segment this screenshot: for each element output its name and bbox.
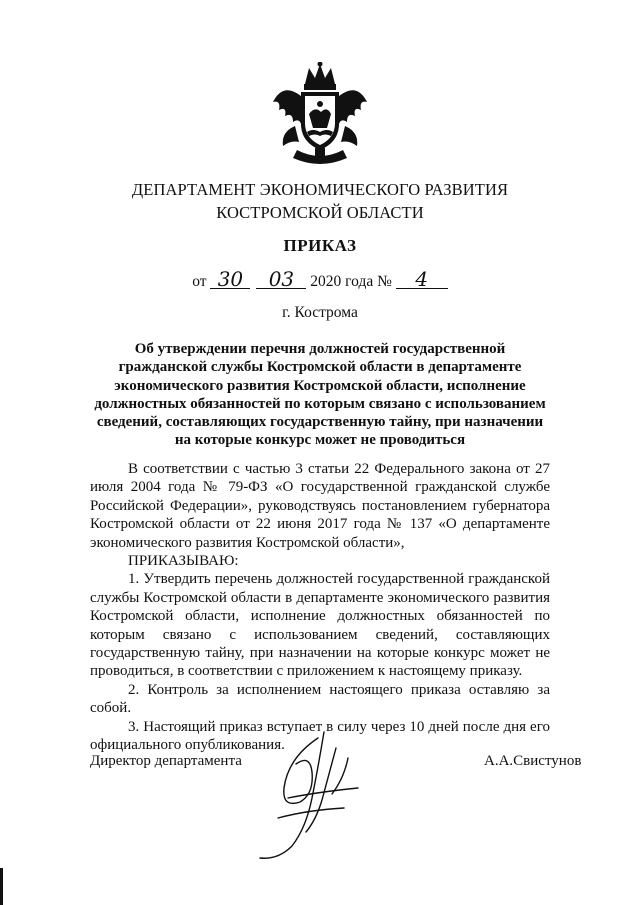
order-date-prefix: от [192, 273, 207, 290]
order-day: 30 [210, 270, 250, 289]
order-body [90, 460, 550, 755]
handwritten-signature [248, 728, 378, 863]
coat-of-arms-icon [271, 62, 369, 168]
signatory-role: Директор департамента [90, 753, 242, 769]
item-1-paragraph: 1. Утвердить перечень должностей государственной гражданской службы Костромской области в департаменте экономического развития Костромской области, исполнение должностных обязанностей по которым связано с использованием сведений, составляющих государственную тайну, при назначении на которые конкурс может не проводиться, в соответствии с приложением к настоящему приказу. [90, 571, 550, 680]
order-year-text: 2020 года № [310, 273, 392, 290]
order-city: г. Кострома [282, 304, 358, 321]
order-month: 03 [256, 270, 306, 289]
order-title: ПРИКАЗ [283, 236, 357, 255]
order-subject: Об утверждении перечня должностей государственной гражданской службы Костромской области в департаменте экономического развития Костромской области, исполнение должностных обязанностей по которым связано с использованием сведений, составляющих государственную тайну, при назначении на которые конкурс может не проводиться [94, 341, 546, 449]
department-line-2: КОСТРОМСКОЙ ОБЛАСТИ [216, 203, 424, 222]
department-line-1: ДЕПАРТАМЕНТ ЭКОНОМИЧЕСКОГО РАЗВИТИЯ [131, 180, 509, 199]
order-date-line [0, 267, 640, 291]
department-name [0, 178, 640, 224]
decree-word: ПРИКАЗЫВАЮ: [128, 553, 239, 570]
scan-edge-mark [0, 868, 3, 905]
item-3-paragraph: 3. Настоящий приказ вступает в силу через 10 дней после дня его официального опубликования. [90, 718, 550, 754]
order-number: 4 [396, 270, 448, 289]
item-2-paragraph: 2. Контроль за исполнением настоящего приказа оставляю за собой. [90, 681, 550, 717]
signatory-name: А.А.Свистунов [484, 753, 582, 769]
preamble-paragraph: В соответствии с частью 3 статьи 22 Федерального закона от 27 июля 2004 года № 79-ФЗ «О государственной гражданской службе Российской Федерации», руководствуясь постановлением губернатора Костромской области от 22 июня 2017 года № 137 «О департаменте экономического развития Костромской области», [90, 461, 550, 551]
